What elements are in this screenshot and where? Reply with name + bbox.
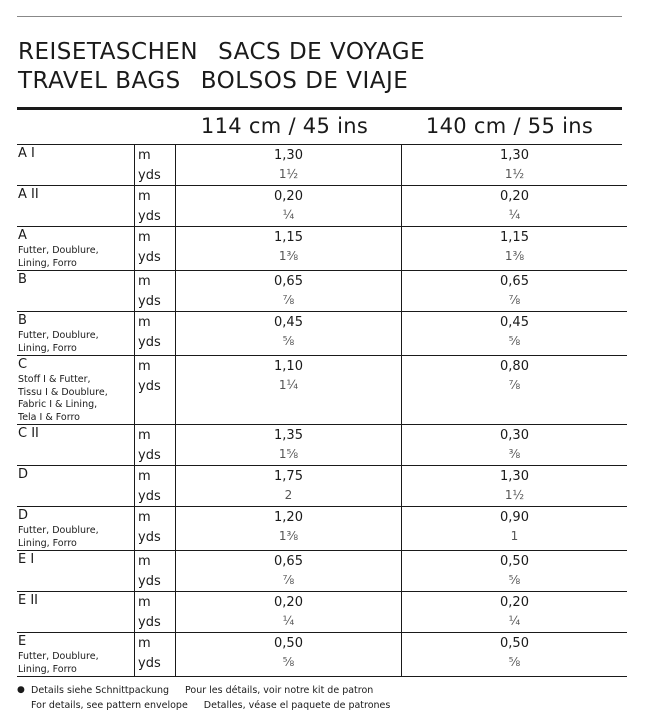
- title-fr: SACS DE VOYAGE: [218, 39, 426, 65]
- unit-m: m: [138, 315, 151, 330]
- piece-description: Lining, Forro: [18, 257, 77, 269]
- unit-yds: yds: [138, 530, 161, 545]
- title-line-1: [18, 38, 425, 67]
- column-header-114: 114 cm / 45 ins: [200, 114, 369, 138]
- unit-cell: [135, 227, 176, 271]
- table-row: [17, 145, 627, 186]
- value-cell-140: [402, 227, 628, 271]
- piece-cell: [17, 271, 135, 312]
- value-m: 0,50: [274, 636, 303, 651]
- unit-m: m: [138, 554, 151, 569]
- bullet-icon: ●: [17, 685, 25, 695]
- table-row: [17, 312, 627, 356]
- unit-yds: yds: [138, 294, 161, 309]
- value-yds: ⅞: [282, 573, 295, 587]
- value-yds: 1⅝: [278, 447, 299, 461]
- piece-code: E I: [18, 552, 35, 567]
- unit-yds: yds: [138, 448, 161, 463]
- piece-description: Futter, Doublure,: [18, 651, 99, 662]
- value-yds: ⅞: [508, 293, 521, 307]
- value-m: 1,75: [274, 469, 303, 484]
- piece-code: D: [18, 508, 29, 523]
- unit-m: m: [138, 189, 151, 204]
- top-rule: [17, 16, 622, 17]
- piece-description: Fabric I & Lining,: [18, 399, 98, 410]
- title-de: REISETASCHEN: [18, 39, 199, 65]
- piece-description: Stoff I & Futter,: [18, 374, 91, 385]
- unit-yds: yds: [138, 656, 161, 671]
- value-m: 0,65: [500, 274, 529, 289]
- value-m: 0,20: [500, 189, 529, 204]
- unit-cell: [135, 507, 176, 551]
- value-m: 0,50: [500, 636, 529, 651]
- footnote-line-1: [17, 683, 622, 698]
- value-m: 0,65: [274, 554, 303, 569]
- value-m: 1,30: [500, 469, 529, 484]
- value-m: 1,30: [274, 148, 303, 163]
- value-yds: ⅞: [282, 293, 295, 307]
- footnote: [17, 683, 622, 713]
- unit-yds: yds: [138, 574, 161, 589]
- value-yds: ¼: [282, 208, 295, 222]
- value-cell-140: [402, 356, 628, 425]
- unit-m: m: [138, 636, 151, 651]
- value-yds: 1⅜: [278, 529, 299, 543]
- title-line-2: [18, 67, 425, 96]
- value-cell-114: [176, 425, 402, 466]
- unit-m: m: [138, 595, 151, 610]
- value-m: 1,20: [274, 510, 303, 525]
- value-m: 0,45: [500, 315, 529, 330]
- value-cell-140: [402, 551, 628, 592]
- fabric-table: [17, 145, 627, 677]
- value-cell-140: [402, 186, 628, 227]
- piece-code: A II: [18, 187, 39, 202]
- unit-cell: [135, 312, 176, 356]
- unit-m: m: [138, 469, 151, 484]
- unit-cell: [135, 425, 176, 466]
- piece-cell: [17, 633, 135, 677]
- value-m: 0,45: [274, 315, 303, 330]
- note-de: Details siehe Schnittpackung: [31, 685, 170, 696]
- value-yds: ¼: [508, 208, 521, 222]
- value-m: 0,30: [500, 428, 529, 443]
- value-cell-140: [402, 145, 628, 186]
- value-cell-114: [176, 466, 402, 507]
- table-row: [17, 425, 627, 466]
- piece-code: C II: [18, 426, 39, 441]
- piece-cell: [17, 145, 135, 186]
- note-en: For details, see pattern envelope: [31, 700, 188, 711]
- piece-description: Futter, Doublure,: [18, 525, 99, 536]
- note-es: Detalles, véase el paquete de patrones: [203, 700, 391, 711]
- note-fr: Pour les détails, voir notre kit de patron: [185, 685, 374, 696]
- value-m: 1,15: [500, 230, 529, 245]
- value-cell-114: [176, 312, 402, 356]
- value-yds: 1¼: [278, 378, 299, 392]
- piece-code: B: [18, 272, 27, 287]
- unit-m: m: [138, 428, 151, 443]
- value-yds: 1⅜: [504, 249, 525, 263]
- value-cell-114: [176, 186, 402, 227]
- unit-yds: yds: [138, 379, 161, 394]
- value-m: 0,20: [500, 595, 529, 610]
- value-cell-140: [402, 271, 628, 312]
- value-m: 0,90: [500, 510, 529, 525]
- value-yds: ¼: [282, 614, 295, 628]
- piece-description: Futter, Doublure,: [18, 245, 99, 256]
- title-es: BOLSOS DE VIAJE: [200, 68, 409, 94]
- piece-description: Lining, Forro: [18, 663, 77, 675]
- unit-cell: [135, 356, 176, 425]
- value-cell-114: [176, 551, 402, 592]
- unit-cell: [135, 592, 176, 633]
- piece-description: Lining, Forro: [18, 537, 77, 549]
- unit-yds: yds: [138, 489, 161, 504]
- value-m: 1,35: [274, 428, 303, 443]
- piece-cell: [17, 507, 135, 551]
- value-cell-114: [176, 592, 402, 633]
- value-yds: 1½: [278, 167, 299, 181]
- piece-code: C: [18, 357, 28, 372]
- value-cell-114: [176, 356, 402, 425]
- table-row: [17, 592, 627, 633]
- unit-yds: yds: [138, 335, 161, 350]
- value-yds: ⅝: [508, 334, 521, 348]
- unit-yds: yds: [138, 209, 161, 224]
- table-row: [17, 227, 627, 271]
- unit-m: m: [138, 359, 151, 374]
- piece-description: Lining, Forro: [18, 342, 77, 354]
- piece-cell: [17, 592, 135, 633]
- unit-m: m: [138, 148, 151, 163]
- piece-code: A I: [18, 146, 35, 161]
- value-cell-140: [402, 466, 628, 507]
- value-cell-114: [176, 145, 402, 186]
- unit-yds: yds: [138, 615, 161, 630]
- value-cell-140: [402, 633, 628, 677]
- piece-cell: [17, 312, 135, 356]
- value-cell-114: [176, 507, 402, 551]
- value-yds: ⅝: [282, 655, 295, 669]
- unit-yds: yds: [138, 168, 161, 183]
- unit-cell: [135, 271, 176, 312]
- table-row: [17, 356, 627, 425]
- value-yds: ⅝: [508, 573, 521, 587]
- unit-cell: [135, 633, 176, 677]
- value-m: 0,65: [274, 274, 303, 289]
- fabric-table-body: [17, 145, 627, 677]
- unit-cell: [135, 145, 176, 186]
- value-cell-114: [176, 227, 402, 271]
- unit-yds: yds: [138, 250, 161, 265]
- piece-cell: [17, 227, 135, 271]
- value-yds: 1½: [504, 488, 525, 502]
- table-row: [17, 186, 627, 227]
- piece-code: B: [18, 313, 27, 328]
- value-m: 0,80: [500, 359, 529, 374]
- piece-cell: [17, 356, 135, 425]
- value-cell-140: [402, 312, 628, 356]
- piece-cell: [17, 466, 135, 507]
- table-row: [17, 551, 627, 592]
- piece-code: E: [18, 634, 27, 649]
- footnote-line-2: [17, 698, 622, 713]
- value-m: 1,15: [274, 230, 303, 245]
- piece-description: Tela I & Forro: [18, 411, 80, 423]
- unit-m: m: [138, 230, 151, 245]
- value-m: 0,20: [274, 189, 303, 204]
- value-cell-140: [402, 507, 628, 551]
- value-cell-140: [402, 592, 628, 633]
- value-cell-140: [402, 425, 628, 466]
- unit-cell: [135, 466, 176, 507]
- table-row: [17, 633, 627, 677]
- column-header-row: [17, 110, 622, 145]
- value-cell-114: [176, 271, 402, 312]
- value-yds: ⅝: [282, 334, 295, 348]
- piece-code: A: [18, 228, 27, 243]
- unit-m: m: [138, 274, 151, 289]
- piece-cell: [17, 551, 135, 592]
- value-m: 0,20: [274, 595, 303, 610]
- value-m: 1,30: [500, 148, 529, 163]
- table-row: [17, 271, 627, 312]
- value-m: 0,50: [500, 554, 529, 569]
- column-header-140: 140 cm / 55 ins: [425, 114, 594, 138]
- value-cell-114: [176, 633, 402, 677]
- value-yds: 2: [284, 488, 293, 502]
- table-row: [17, 507, 627, 551]
- piece-description: Tissu I & Doublure,: [18, 386, 108, 398]
- piece-cell: [17, 186, 135, 227]
- value-yds: ⅝: [508, 655, 521, 669]
- piece-code: E II: [18, 593, 39, 608]
- value-yds: 1⅜: [278, 249, 299, 263]
- unit-m: m: [138, 510, 151, 525]
- page-title: [18, 38, 425, 96]
- unit-cell: [135, 186, 176, 227]
- value-yds: ¼: [508, 614, 521, 628]
- unit-cell: [135, 551, 176, 592]
- piece-description: Futter, Doublure,: [18, 330, 99, 341]
- value-yds: 1: [510, 529, 519, 543]
- table-row: [17, 466, 627, 507]
- value-yds: 1½: [504, 167, 525, 181]
- piece-code: D: [18, 467, 29, 482]
- value-yds: ⅞: [508, 378, 521, 392]
- piece-cell: [17, 425, 135, 466]
- value-m: 1,10: [274, 359, 303, 374]
- title-en: TRAVEL BAGS: [18, 68, 181, 94]
- value-yds: ⅜: [508, 447, 521, 461]
